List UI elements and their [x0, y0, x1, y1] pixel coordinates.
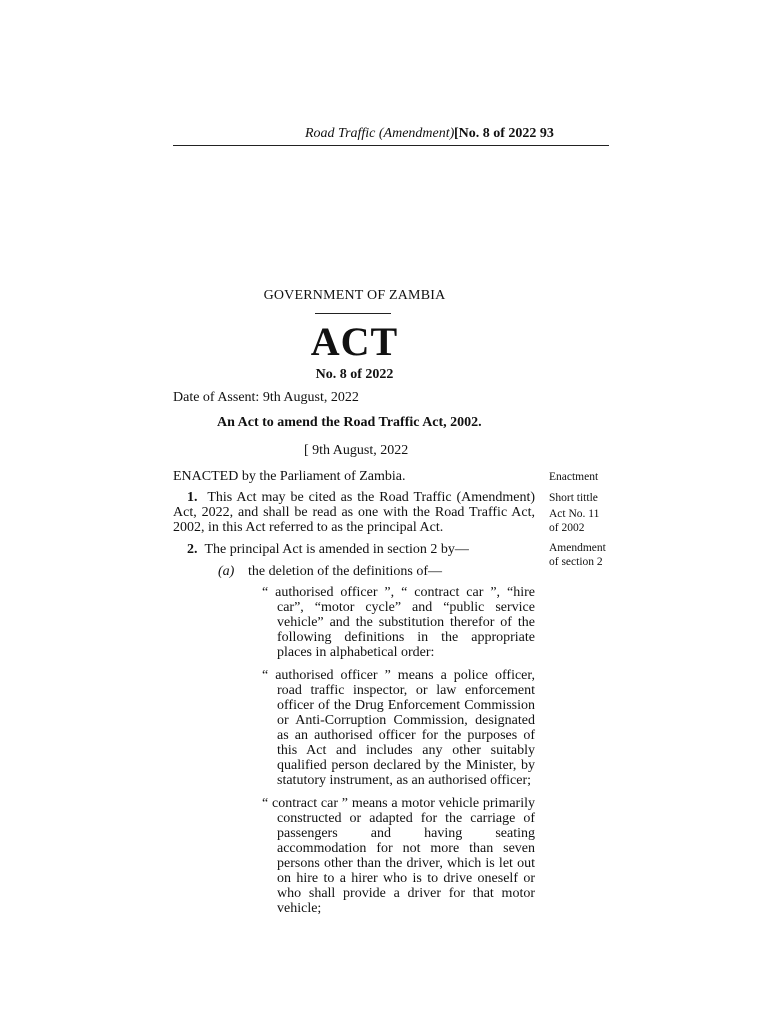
header-act-number: [No. 8 of 2022 93 — [454, 126, 554, 141]
definition-block — [262, 668, 535, 788]
definition-text: “ contract car ” means a motor vehicle primarily constructed or adapted for the carriage of passengers and having seating accommodation for not more than seven persons other than the driver, which is let out on hire to a hirer who is to drive oneself or who shall provide a driver for that motor vehicle; — [262, 796, 535, 916]
section-2-text: The principal Act is amended in section 2 by— — [204, 542, 469, 557]
government-heading: GOVERNMENT OF ZAMBIA — [263, 288, 446, 303]
definition-block — [262, 585, 535, 660]
act-number: No. 8 of 2022 — [315, 367, 394, 382]
enacting-clause: ENACTED by the Parliament of Zambia. — [173, 469, 406, 484]
header-title: Road Traffic (Amendment) — [305, 126, 455, 141]
definition-text: “ authorised officer ” means a police officer, road traffic inspector, or law enforcement officer of the Drug Enforcement Commission or Anti-Corruption Commission, designated as an authorised officer for the purposes of this Act and includes any other suitably qualified person declared by the Minister, by statutory instrument, as an authorised officer; — [262, 668, 535, 788]
section-2 — [173, 542, 469, 557]
definition-text: “ authorised officer ”, “ contract car ”, “hire car”, “motor cycle” and “public service vehicle” and the substitution therefor of the following definitions in the appropriate places in alphabetical order: — [262, 585, 535, 660]
act-heading: ACT — [310, 319, 399, 364]
margin-note-line: Amendment — [549, 542, 606, 554]
paragraph-a — [218, 564, 442, 579]
header-rule — [173, 145, 609, 146]
margin-note-line: of section 2 — [549, 556, 603, 568]
date-of-assent: Date of Assent: 9th August, 2022 — [173, 390, 359, 405]
section-2-number: 2. — [187, 542, 198, 557]
margin-note-enactment: Enactment — [549, 471, 599, 483]
margin-note-act-reference — [549, 507, 619, 535]
section-1-number: 1. — [187, 490, 198, 505]
paragraph-a-text: the deletion of the definitions of— — [248, 564, 443, 579]
paragraph-a-label: (a) — [218, 564, 235, 579]
heading-rule — [315, 313, 391, 314]
long-title: An Act to amend the Road Traffic Act, 2002. — [217, 415, 482, 430]
margin-note-short-title: Short tittle — [549, 492, 598, 504]
section-1-text: This Act may be cited as the Road Traffic (Amendment) Act, 2022, and shall be read as one with the Road Traffic Act, 2002, in this Act referred to as the principal Act. — [173, 490, 536, 535]
assent-date-bracket: [ 9th August, 2022 — [304, 443, 409, 458]
margin-note-line: of 2002 — [549, 522, 585, 534]
section-1 — [173, 490, 535, 535]
margin-note-line: Act No. 11 — [549, 508, 600, 520]
margin-note-amendment — [549, 541, 619, 569]
definition-block — [262, 796, 535, 916]
running-header — [173, 126, 609, 146]
